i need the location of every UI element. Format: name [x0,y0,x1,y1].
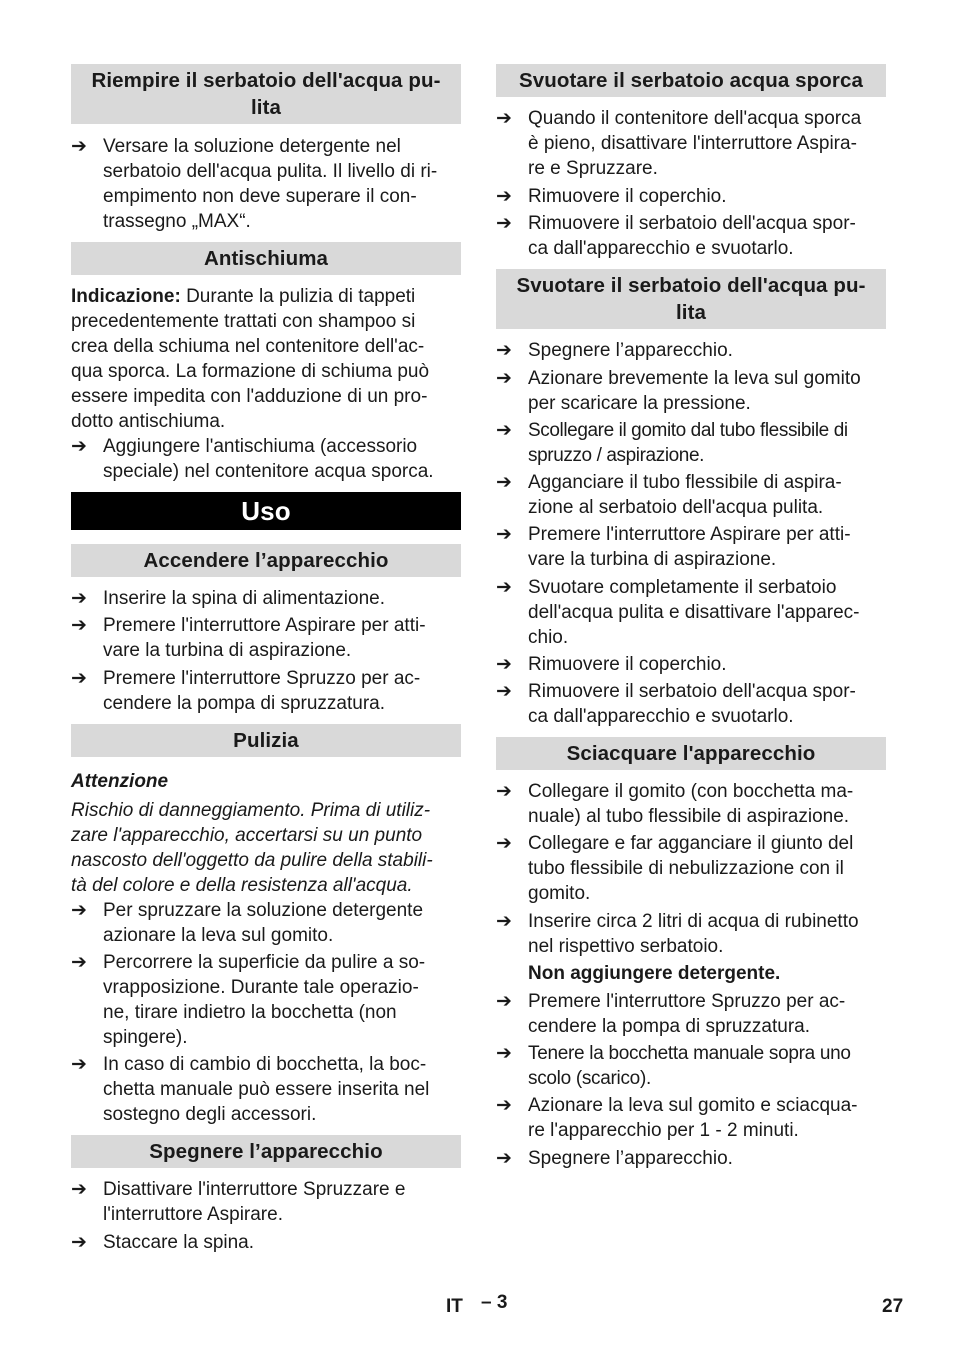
caution-title: Attenzione [71,771,169,792]
list-item-text: Collegare e far agganciare il giunto del tubo flessibile di nebulizzazione con il gomito. [528,833,854,904]
list-item [496,211,886,261]
list-item-text: Versare la soluzione detergente nel serbatoio dell'acqua pulita. Il livello di ri- empimento non deve superare il con- trassegno „MAX“. [103,136,438,232]
list-item-text: Aggiungere l'antischiuma (accessorio speciale) nel contenitore acqua sporca. [103,436,434,482]
list-item-text: Spegnere l’apparecchio. [528,340,733,361]
list-item-text: Azionare la leva sul gomito e sciacqua- re l'apparecchio per 1 - 2 minuti. [528,1095,858,1141]
arrow-right-icon: ➔ [71,588,87,609]
section-heading-fill-clean-tank: Riempire il serbatoio dell'acqua pu- lita [71,64,461,124]
footer-page-number: 27 [882,1296,904,1317]
section-heading-antifoam: Antischiuma [71,242,461,275]
list-item-text: Rimuovere il coperchio. [528,186,727,207]
arrow-right-icon: ➔ [496,654,512,675]
section-heading-switch-on: Accendere l’apparecchio [71,544,461,577]
arrow-right-icon: ➔ [496,1148,512,1169]
list-item-text: Premere l'interruttore Aspirare per atti- vare la turbina di aspirazione. [103,615,426,661]
list-item [71,1230,461,1255]
footer-section-number: – 3 [481,1292,508,1313]
list-item [496,575,886,650]
arrow-right-icon: ➔ [496,991,512,1012]
caution-text: Rischio di danneggiamento. Prima di utiliz- zare l'apparecchio, accertarsi su un punto nascosto dell'oggetto da pulire della stabili- tà del colore e della resistenza all'acqua. [71,800,433,896]
arrow-right-icon: ➔ [71,900,87,921]
arrow-right-icon: ➔ [496,340,512,361]
arrow-right-icon: ➔ [496,524,512,545]
list-item [71,613,461,663]
list-item [71,586,461,611]
list-item-text: Quando il contenitore dell'acqua sporca è pieno, disattivare l'interruttore Aspira- re e Spruzzare. [528,108,862,179]
arrow-right-icon: ➔ [71,436,87,457]
warning-no-detergent: Non aggiungere detergente. [528,963,781,984]
antifoam-note [71,284,461,434]
list-item-text: Tenere la bocchetta manuale sopra uno scolo (scarico). [528,1043,851,1089]
arrow-right-icon: ➔ [496,108,512,129]
list-item [71,1177,461,1227]
list-item-text: Azionare brevemente la leva sul gomito per scaricare la pressione. [528,368,861,414]
list-item [496,909,886,959]
list-item [496,366,886,416]
list-item-text: Rimuovere il serbatoio dell'acqua spor- ca dall'apparecchio e svuotarlo. [528,213,856,259]
chapter-heading-uso: Uso [71,492,461,530]
arrow-right-icon: ➔ [71,1179,87,1200]
list-item-text: Inserire circa 2 litri di acqua di rubinetto nel rispettivo serbatoio. [528,911,859,957]
list-item [496,1093,886,1143]
list-item-text: Premere l'interruttore Spruzzo per ac- cendere la pompa di spruzzatura. [528,991,846,1037]
list-item-text: Staccare la spina. [103,1232,255,1253]
list-item [496,470,886,520]
list-item [71,666,461,716]
list-item [496,989,886,1039]
arrow-right-icon: ➔ [496,1043,512,1064]
arrow-right-icon: ➔ [71,668,87,689]
arrow-right-icon: ➔ [496,186,512,207]
arrow-right-icon: ➔ [71,615,87,636]
list-item [496,338,886,363]
arrow-right-icon: ➔ [496,472,512,493]
list-item [496,106,886,181]
list-item-text: Rimuovere il serbatoio dell'acqua spor- ca dall'apparecchio e svuotarlo. [528,681,856,727]
list-item [496,779,886,829]
list-item-text: Rimuovere il coperchio. [528,654,727,675]
section-heading-rinse: Sciacquare l'apparecchio [496,737,886,770]
list-item [496,184,886,209]
section-heading-cleaning: Pulizia [71,724,461,757]
list-item-text: Agganciare il tubo flessibile di aspira- zione al serbatoio dell'acqua pulita. [528,472,842,518]
list-item-text: Inserire la spina di alimentazione. [103,588,385,609]
footer-language: IT [446,1296,463,1317]
arrow-right-icon: ➔ [496,368,512,389]
list-item-text: Per spruzzare la soluzione detergente azionare la leva sul gomito. [103,900,424,946]
arrow-right-icon: ➔ [496,911,512,932]
note-text: Durante la pulizia di tappeti precedentemente trattati con shampoo si crea della schiuma nel contenitore dell'ac- qua sporca. La formazione di schiuma può essere impedita con l'adduzione di un pro- dotto antischiuma. [71,286,430,432]
arrow-right-icon: ➔ [496,681,512,702]
arrow-right-icon: ➔ [71,952,87,973]
list-item-text: Disattivare l'interruttore Spruzzare e l'interruttore Aspirare. [103,1179,406,1225]
arrow-right-icon: ➔ [496,577,512,598]
list-item-text: Percorrere la superficie da pulire a so- vrapposizione. Durante tale operazio- ne, tirare indietro la bocchetta (non spingere). [103,952,426,1048]
arrow-right-icon: ➔ [496,420,512,441]
list-item [71,434,461,484]
arrow-right-icon: ➔ [496,833,512,854]
arrow-right-icon: ➔ [496,781,512,802]
list-item [496,679,886,729]
section-heading-empty-clean-tank: Svuotare il serbatoio dell'acqua pu- lita [496,269,886,329]
list-item-text: Spegnere l’apparecchio. [528,1148,733,1169]
list-item [71,1052,461,1127]
list-item-text: Collegare il gomito (con bocchetta ma- nuale) al tubo flessibile di aspirazione. [528,781,854,827]
list-item [71,898,461,948]
list-item [496,1146,886,1171]
arrow-right-icon: ➔ [496,213,512,234]
list-item [71,950,461,1050]
section-heading-empty-dirty-tank: Svuotare il serbatoio acqua sporca [496,64,886,97]
list-item-text: Premere l'interruttore Spruzzo per ac- cendere la pompa di spruzzatura. [103,668,421,714]
list-item-text: Premere l'interruttore Aspirare per atti- vare la turbina di aspirazione. [528,524,851,570]
list-item [71,134,461,234]
list-item-text: Svuotare completamente il serbatoio dell'acqua pulita e disattivare l'apparec- chio. [528,577,860,648]
list-item [496,652,886,677]
arrow-right-icon: ➔ [496,1095,512,1116]
list-item [496,831,886,906]
arrow-right-icon: ➔ [71,1232,87,1253]
list-item-text: In caso di cambio di bocchetta, la boc- chetta manuale può essere inserita nel sostegno degli accessori. [103,1054,430,1125]
list-item [496,522,886,572]
section-heading-switch-off: Spegnere l’apparecchio [71,1135,461,1168]
arrow-right-icon: ➔ [71,1054,87,1075]
list-item-text: Scollegare il gomito dal tubo flessibile di spruzzo / aspirazione. [528,420,848,466]
note-label: Indicazione: [71,286,181,307]
arrow-right-icon: ➔ [71,136,87,157]
list-item [496,418,886,468]
list-item [496,1041,886,1091]
